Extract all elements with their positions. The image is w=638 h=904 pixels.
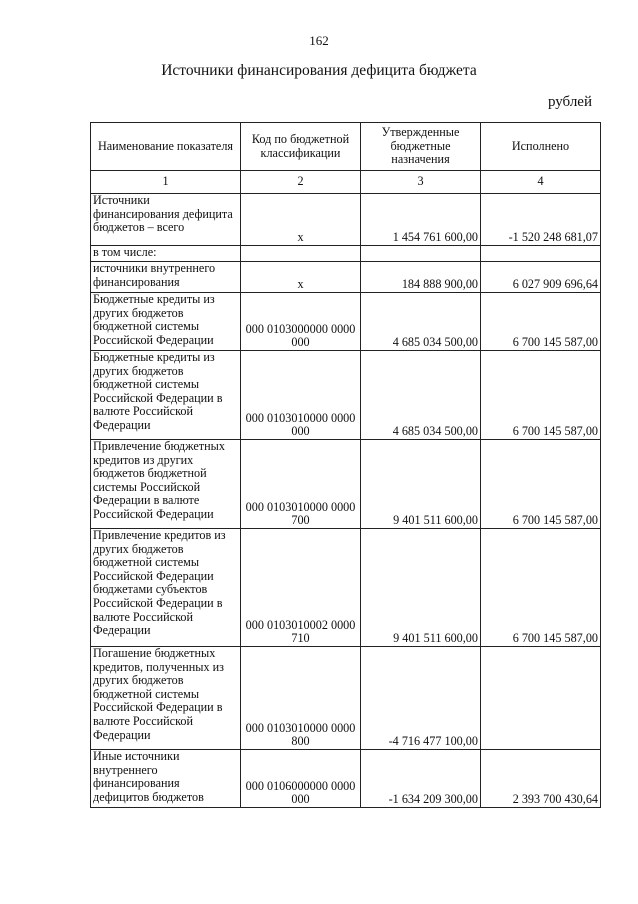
- column-number: 2: [241, 171, 361, 194]
- column-number: 3: [361, 171, 481, 194]
- row-approved: 184 888 900,00: [361, 262, 481, 293]
- financing-sources-table: [90, 122, 601, 808]
- row-executed: 6 700 145 587,00: [481, 293, 601, 351]
- row-approved: -1 634 209 300,00: [361, 750, 481, 808]
- row-name: Бюджетные кредиты из других бюджетов бюджетной системы Российской Федерации: [91, 293, 241, 351]
- row-executed: [481, 246, 601, 262]
- row-executed: [481, 647, 601, 750]
- table-row: [91, 246, 601, 262]
- row-name: Иные источники внутреннего финансирования дефицитов бюджетов: [91, 750, 241, 808]
- row-name: Источники финансирования дефицита бюджетов – всего: [91, 194, 241, 246]
- row-name: в том числе:: [91, 246, 241, 262]
- row-code: х: [241, 194, 361, 246]
- row-code: 000 0103010000 0000 700: [241, 440, 361, 529]
- row-name: Бюджетные кредиты из других бюджетов бюджетной системы Российской Федерации в валюте Российской Федерации: [91, 351, 241, 440]
- row-code: 000 0106000000 0000 000: [241, 750, 361, 808]
- header-code: Код по бюджетной классификации: [241, 123, 361, 171]
- row-name: Привлечение кредитов из других бюджетов бюджетной системы Российской Федерации бюджетами субъектов Российской Федерации в валюте Российской Федерации: [91, 529, 241, 647]
- table-row: [91, 194, 601, 246]
- units-label: рублей: [547, 94, 592, 110]
- column-number: 4: [481, 171, 601, 194]
- row-executed: 2 393 700 430,64: [481, 750, 601, 808]
- row-approved: 9 401 511 600,00: [361, 440, 481, 529]
- row-approved: 1 454 761 600,00: [361, 194, 481, 246]
- column-number: 1: [91, 171, 241, 194]
- header-row: [91, 123, 601, 171]
- row-approved: [361, 246, 481, 262]
- row-executed: 6 700 145 587,00: [481, 529, 601, 647]
- table-row: [91, 750, 601, 808]
- header-executed: Исполнено: [481, 123, 601, 171]
- row-approved: 9 401 511 600,00: [361, 529, 481, 647]
- row-code: [241, 246, 361, 262]
- row-name: Погашение бюджетных кредитов, полученных из других бюджетов бюджетной системы Российской Федерации в валюте Российской Федерации: [91, 647, 241, 750]
- column-number-row: [91, 171, 601, 194]
- row-code: 000 0103010000 0000 800: [241, 647, 361, 750]
- table-row: [91, 351, 601, 440]
- row-executed: 6 700 145 587,00: [481, 351, 601, 440]
- row-code: 000 0103010000 0000 000: [241, 351, 361, 440]
- table-row: [91, 293, 601, 351]
- row-executed: 6 700 145 587,00: [481, 440, 601, 529]
- row-executed: 6 027 909 696,64: [481, 262, 601, 293]
- row-name: источники внутреннего финансирования: [91, 262, 241, 293]
- row-code: 000 0103000000 0000 000: [241, 293, 361, 351]
- header-name: Наименование показателя: [91, 123, 241, 171]
- page-number: 162: [309, 33, 329, 48]
- row-code: х: [241, 262, 361, 293]
- header-approved: Утвержденные бюджетные назначения: [361, 123, 481, 171]
- table-row: [91, 529, 601, 647]
- document-title: Источники финансирования дефицита бюджета: [161, 62, 477, 79]
- row-approved: -4 716 477 100,00: [361, 647, 481, 750]
- row-executed: -1 520 248 681,07: [481, 194, 601, 246]
- table-row: [91, 262, 601, 293]
- table-row: [91, 440, 601, 529]
- row-approved: 4 685 034 500,00: [361, 351, 481, 440]
- row-approved: 4 685 034 500,00: [361, 293, 481, 351]
- row-code: 000 0103010002 0000 710: [241, 529, 361, 647]
- table-row: [91, 647, 601, 750]
- row-name: Привлечение бюджетных кредитов из других бюджетов бюджетной системы Российской Федерации в валюте Российской Федерации: [91, 440, 241, 529]
